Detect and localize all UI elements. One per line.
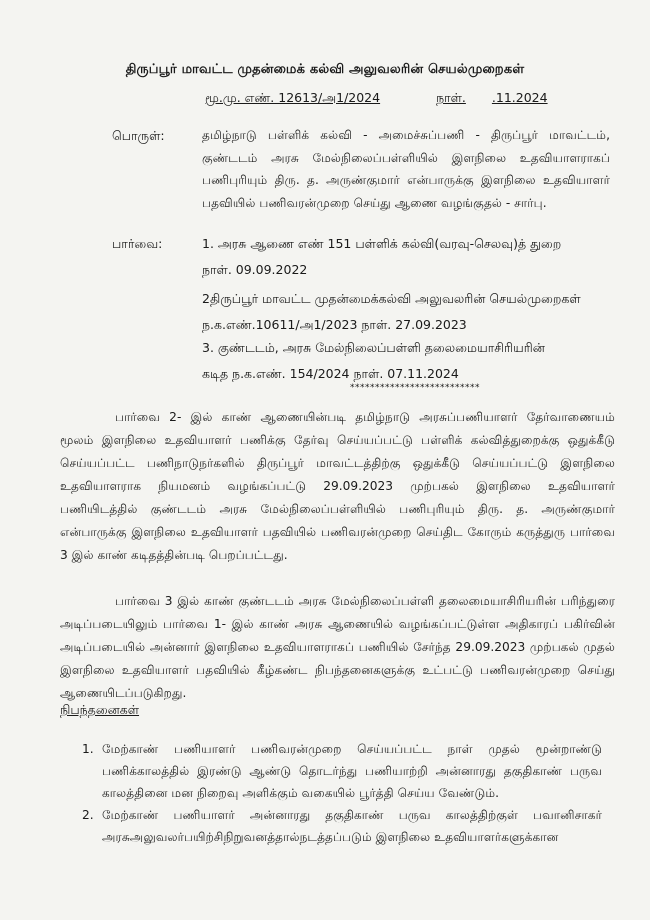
date-value: .11.2024 bbox=[491, 90, 548, 105]
date-label: நாள். bbox=[436, 90, 466, 105]
condition-text: மேற்காண் பணியாளர் அன்னாரது தகுதிகாண் பருவ காலத்திற்குள் பவானிசாகர் அரசுஅலுவலர்பயிற்சிநிறுவனத்தால்நடத்தப்படும் இளநிலை உதவியாளர்களுக்கான bbox=[102, 808, 602, 844]
reference-2-line2: ந.க.எண்.10611/அ1/2023 நாள். 27.09.2023 bbox=[202, 317, 467, 332]
reference-3-line2: கடித ந.க.எண். 154/2024 நாள். 07.11.2024 bbox=[202, 366, 459, 381]
condition-item-1 bbox=[82, 738, 602, 804]
subject-label: பொருள்: bbox=[112, 128, 165, 143]
separator-stars: ************************** bbox=[350, 383, 480, 393]
reference-3-line1: 3. குண்டடம், அரசு மேல்நிலைப்பள்ளி தலைமையாசிரியரின் bbox=[202, 340, 545, 355]
document-title: திருப்பூர் மாவட்ட முதன்மைக் கல்வி அலுவலரின் செயல்முறைகள் bbox=[125, 62, 525, 77]
conditions-list bbox=[82, 738, 602, 848]
reference-number-line bbox=[205, 90, 548, 107]
condition-number: 1. bbox=[82, 742, 94, 756]
reference-number: மூ.மு. எண். 12613/அ1/2024 bbox=[205, 90, 381, 105]
condition-number: 2. bbox=[82, 808, 94, 822]
reference-1-line2: நாள். 09.09.2022 bbox=[202, 262, 308, 277]
body-paragraph-1: பார்வை 2- இல் காண் ஆணையின்படி தமிழ்நாடு அரசுப்பணியாளர் தேர்வாணையம் மூலம் இளநிலை உதவியாளர் பணிக்கு தேர்வு செய்யப்பட்டு பள்ளிக் கல்வித்துறைக்கு ஒதுக்கீடு செய்யப்பட்ட பணிநாடுநர்களில் திருப்பூர் மாவட்டத்திற்கு ஒதுக்கீடு செய்யப்பட்டு இளநிலை உதவியாளராக நியமனம் வழங்கப்பட்டு 29.09.2023 முற்பகல் இளநிலை உதவியாளர் பணியிடத்தில் குண்டடம் அரசு மேல்நிலைப்பள்ளியில் பணிபுரியும் திரு. த. அருண்குமார் என்பாருக்கு இளநிலை உதவியாளர் பதவியில் பணிவரன்முறை செய்திட கோரும் கருத்துரு பார்வை 3 இல் காண் கடிதத்தின்படி பெறப்பட்டது. bbox=[60, 410, 615, 562]
conditions-heading: நிபந்தனைகள் bbox=[60, 702, 140, 717]
subject-text: தமிழ்நாடு பள்ளிக் கல்வி - அமைச்சுப்பணி - திருப்பூர் மாவட்டம், குண்டடம் அரசு மேல்நிலைப்பள்ளியில் இளநிலை உதவியாளராகப் பணிபுரியும் திரு. த. அருண்குமார் என்பாருக்கு இளநிலை உதவியாளர் பதவியில் பணிவரன்முறை செய்து ஆணை வழங்குதல் - சார்பு. bbox=[202, 128, 610, 210]
body-paragraph-2: பார்வை 3 இல் காண் குண்டடம் அரசு மேல்நிலைப்பள்ளி தலைமையாசிரியரின் பரிந்துரை அடிப்படையிலும் பார்வை 1- இல் காண் அரசு ஆணையில் வழங்கப்பட்டுள்ள அதிகாரப் பகிர்வின் அடிப்படையில் அன்னார் இளநிலை உதவியாளராகப் பணியில் சேர்ந்த 29.09.2023 முற்பகல் முதல் இளநிலை உதவியாளர் பதவியில் கீழ்கண்ட நிபந்தனைகளுக்கு உட்பட்டு பணிவரன்முறை செய்து ஆணையிடப்படுகிறது. bbox=[60, 594, 615, 700]
references-label: பார்வை: bbox=[112, 236, 163, 251]
reference-1-line1: 1. அரசு ஆணை எண் 151 பள்ளிக் கல்வி(வரவு-செலவு)த் துறை bbox=[202, 236, 562, 251]
reference-2-line1: 2திருப்பூர் மாவட்ட முதன்மைக்கல்வி அலுவலரின் செயல்முறைகள் bbox=[202, 291, 581, 306]
condition-text: மேற்காண் பணியாளர் பணிவரன்முறை செய்யப்பட்ட நாள் முதல் மூன்றாண்டு பணிக்காலத்தில் இரண்டு ஆண்டு தொடர்ந்து பணியாற்றி அன்னாரது தகுதிகாண் பருவ காலத்தினை மன நிறைவு அளிக்கும் வகையில் பூர்த்தி செய்ய வேண்டும். bbox=[102, 742, 602, 800]
condition-item-2 bbox=[82, 804, 602, 848]
